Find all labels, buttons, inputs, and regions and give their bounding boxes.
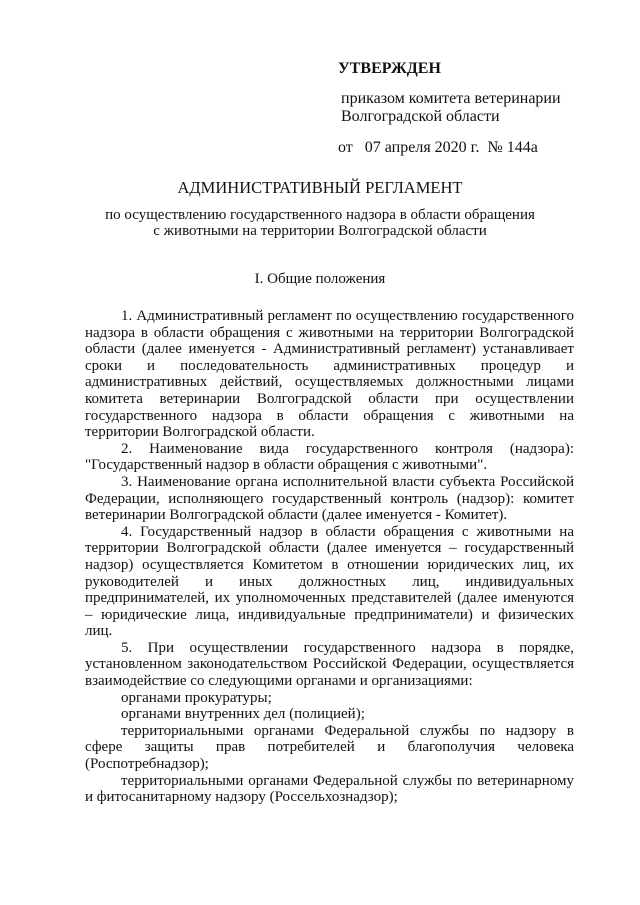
document-body: [85, 308, 574, 806]
section-title: I. Общие положения: [254, 271, 386, 287]
paragraph-4: 4. Государственный надзор в области обращения с животными на территории Волгоградской области (далее именуется – государственный надзор) осуществляется Комитетом в отношении юридических лиц, их руководителей и иных должностных лиц, индивидуальных предпринимателей, их уполномоченных представителей (далее именуются – юридические лица, индивидуальные предприниматели) и физических лиц.: [85, 523, 574, 640]
subtitle-line-1: по осуществлению государственного надзора в области обращения: [105, 207, 535, 223]
subtitle-line-2: с животными на территории Волгоградской области: [153, 223, 487, 239]
approval-line-2: Волгоградской области: [341, 108, 500, 125]
approval-date-prefix: от: [338, 139, 353, 156]
approval-heading: УТВЕРЖДЕН: [338, 60, 441, 77]
approval-date: 07 апреля 2020 г.: [364, 139, 480, 156]
approval-block: [338, 60, 618, 157]
paragraph-3: 3. Наименование органа исполнительной власти субъекта Российской Федерации, исполняющего государственный контроль (надзор): комитет ветеринарии Волгоградской области (далее именуется - Комитет).: [85, 473, 574, 524]
document-subtitle: [80, 207, 560, 239]
document-title: АДМИНИСТРАТИВНЫЙ РЕГЛАМЕНТ: [177, 178, 463, 197]
list-item-4: территориальными органами Федеральной службы по ветеринарному и фитосанитарному надзору (Россельхознадзор);: [85, 772, 574, 806]
paragraph-5: 5. При осуществлении государственного надзора в порядке, установленном законодательством Российской Федерации, осуществляется взаимодействие со следующими органами и организациями:: [85, 639, 574, 690]
paragraph-1: 1. Административный регламент по осуществлению государственного надзора в области обращения с животными на территории Волгоградской области (далее именуется - Административный регламент) устанавливает сроки и последовательность административных процедур и административных действий, осуществляемых должностными лицами комитета ветеринарии Волгоградской области при осуществлении государственного надзора в области обращения с животными на территории Волгоградской области.: [85, 308, 574, 441]
approval-line-1: приказом комитета ветеринарии: [341, 90, 561, 107]
list-item-2: органами внутренних дел (полицией);: [121, 706, 365, 723]
paragraph-2: 2. Наименование вида государственного контроля (надзора): "Государственный надзор в области обращения с животными".: [85, 440, 574, 474]
approval-order-line: [338, 139, 618, 157]
approval-body: [338, 90, 618, 126]
list-item-1: органами прокуратуры;: [121, 689, 272, 706]
approval-number: № 144а: [487, 139, 538, 156]
list-item-3: территориальными органами Федеральной службы по надзору в сфере защиты прав потребителей и благополучия человека (Роспотребнадзор);: [85, 722, 574, 773]
